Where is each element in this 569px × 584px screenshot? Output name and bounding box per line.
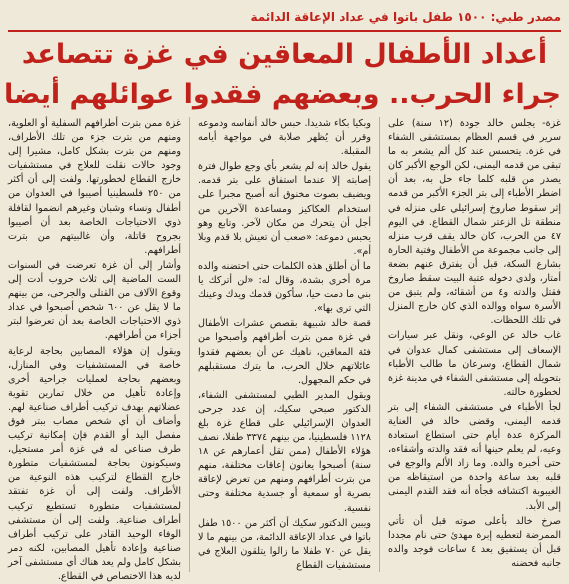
paragraph: قصة خالد شبيهة بقصص عشرات الأطفال في غزة ممن بترت أطرافهم وأصبحوا من فئة المعاقين، ناهيك عن أن بعضهم فقدوا عائلاتهم خلال الحرب، ما يترك مستقبلهم في حكم المجهول. <box>198 317 371 387</box>
paragraph: غزة ممن بترت أطرافهم السفلية أو العلوية، ومنهم من بترت جزء من تلك الأطراف، ومنهم من بترت بشكل كامل، مشيرا إلى وجود حالات نقلت للعلاج في مستشفيات خارج القطاع لخطورتها. ولفت إلى أن أكثر من ٢٥٠ فلسطينيا أصيبوا في العدوان من أطفال ونساء وشبان وغيرهم انضموا لقافلة ذوي الاحتياجات الخاصة بعد أن أصيبوا بجروح قاتلة، وأن غالبيتهم من بترت أطرافهم. <box>8 117 181 258</box>
column-divider <box>379 117 380 572</box>
kicker-rule <box>8 30 561 32</box>
article-kicker: مصدر طبي: ١٥٠٠ طفل باتوا في عداد الإعاقة الدائمة <box>8 6 561 30</box>
article-body <box>8 117 561 572</box>
article-column-3 <box>8 117 181 572</box>
paragraph: ما أن أطلق هذه الكلمات حتى احتضنه والده مرة أخرى بشدة، وقال له: «لن أتركك يا بني ما دمت حيا، سأكون قدمك ويدك وعينك التي ترى بها». <box>198 260 371 316</box>
headline-line-2: جراء الحرب.. وبعضهم فقدوا عوائلهم أيضا <box>8 75 561 115</box>
column-divider <box>189 117 190 572</box>
paragraph: يقول خالد إنه لم يشعر بأي وجع طوال فترة إصابته إلا عندما استفاق على بتر قدمه. ويضيف بصوت مخنوق أنه أصبح مجبرا على استخدام العكاكيز ومساعدة الآخرين من أجل أن يتحرك من مكان لآخر. وتابع وهو يحبس دموعه: «صعب أن تعيش بلا قدم وبلا أم». <box>198 160 371 259</box>
paragraph: ويقول المدير الطبي لمستشفى الشفاء، الدكتور صبحي سكيك، إن عدد جرحى العدوان الإسرائيلي على قطاع غزة بلغ ١١٢٨ فلسطينيا، من بينهم ٣٣٧٤ طفلا، نصف هؤلاء الأطفال (ممن تقل أعمارهم عن ١٨ سنة) أصبحوا يعانون إعاقات مختلفة، منهم من بترت أطرافهم ومنهم من تعرض لإعاقة بصرية أو سمعية أو جسدية مختلفة وحتى نفسية. <box>198 389 371 516</box>
paragraph: وبكيا بكاء شديدا. حبس خالد أنفاسه ودموعه وقرر أن يُظهر صلابة في مواجهة أيامه المقبلة. <box>198 117 371 159</box>
article-column-1 <box>388 117 561 572</box>
paragraph: لجأ الأطباء في مستشفى الشفاء إلى بتر قدمه اليمنى، وقضى خالد في العناية المركزة عدة أيام حتى استطاع استعادة وعيه، لم يعلم حينها أنه فقد والدته وأشقاءه، حتى أخبره والده. وما زاد الألم والوجع في قلبه بعد ساعة واحدة من استيقاظه من الغيبوبة اكتشافه فجأة أنه فقد القدم اليمنى إلى الأبد. <box>388 401 561 514</box>
paragraph: صرخ خالد بأعلى صوته قبل أن تأتي الممرضة لتعطيه إبرة مهدئ حتى نام مجددا قبل أن يستفيق بعد ٤ ساعات فوجد والده جانبه فحضنه <box>388 515 561 571</box>
paragraph: ويبين الدكتور سكيك أن أكثر من ١٥٠٠ طفل باتوا في عداد الإعاقة الدائمة، من بينهم ما لا يقل عن ٧٠ طفلا ما زالوا يتلقون العلاج في مستشفيات القطاع <box>198 517 371 573</box>
paragraph: وأشار إلى أن غزة تعرضت في السنوات الست الماضية إلى ثلاث حروب أدت إلى وقوع الآلاف من القتلى والجرحى، من بينهم ما لا يقل عن ٦٠٠ شخص أصبحوا في عداد ذوي الاحتياجات الخاصة بعد أن تعرضوا لبتر أجزاء من أطرافهم. <box>8 259 181 344</box>
article-column-2 <box>198 117 371 572</box>
paragraph: غزة- يجلس خالد جودة (١٢ سنة) على سرير في قسم العظام بمستشفى الشفاء في غزة. يتحسس عند كل ألم يشعر به ما تبقى من قدمه اليمنى، لكن الوجع الأكبر كان يصدر من قلبه كلما جاء حل به، بعد أن اضطر الأطباء إلى بتر الجزء الأكبر من قدمه إثر سقوط صاروخ إسرائيلي على منزله في منطقة تل الزعتر شمال القطاع. في اليوم ٤٧ من الحرب، كان خالد يقف قرب منزله إلى جانب مجموعة من الأطفال وفتية الحارة بشارع السكة، قبل أن يفترق عنهم بضعة أمتار، ولدى دخوله عتبة البيت سقط صاروخ فقتل والدته و٤ من أشقائه، ولم يتبق من الأسرة سواه ووالده الذي كان خارج المنزل في تلك اللحظات. <box>388 117 561 328</box>
paragraph: غاب خالد عن الوعي، ونقل عبر سيارات الإسعاف إلى مستشفى كمال عدوان في شمال القطاع، وسرعان ما طالب الأطباء بتحويله إلى مستشفى الشفاء في مدينة غزة لخطورة حالته. <box>388 329 561 399</box>
headline-line-1: أعداد الأطفال المعاقين في غزة تتصاعد <box>8 35 561 75</box>
article-headline <box>8 35 561 117</box>
paragraph: ويقول إن هؤلاء المصابين بحاجة لرعاية خاصة في المستشفيات وفي المنازل، وبعضهم بحاجة لعمليات جراحية أخرى وإعادة تأهيل من خلال تمارين تقوية عضلاتهم بهدف تركيب أطراف صناعية لهم. وأضاف أن أي شخص مصاب ببتر فوق مفصل اليد أو القدم فإن إمكانية تركيب طرف صناعي له في غزة أمر مستحيل، وسيكونون بحاجة لمستشفيات متطورة خارج القطاع لتركيب هذه النوعية من الأطراف. ولفت إلى أن غزة تفتقد لمستشفيات متطورة تستطيع تركيب أطراف صناعية. ولفت إلى أن مستشفى الوفاء الوحيد القادر على تركيب أطراف صناعية وإعادة تأهيل المصابين، لكنه دمر بشكل كامل ولم يعد هناك أي مستشفى آخر لديه هذا الاختصاص في القطاع. <box>8 345 181 584</box>
